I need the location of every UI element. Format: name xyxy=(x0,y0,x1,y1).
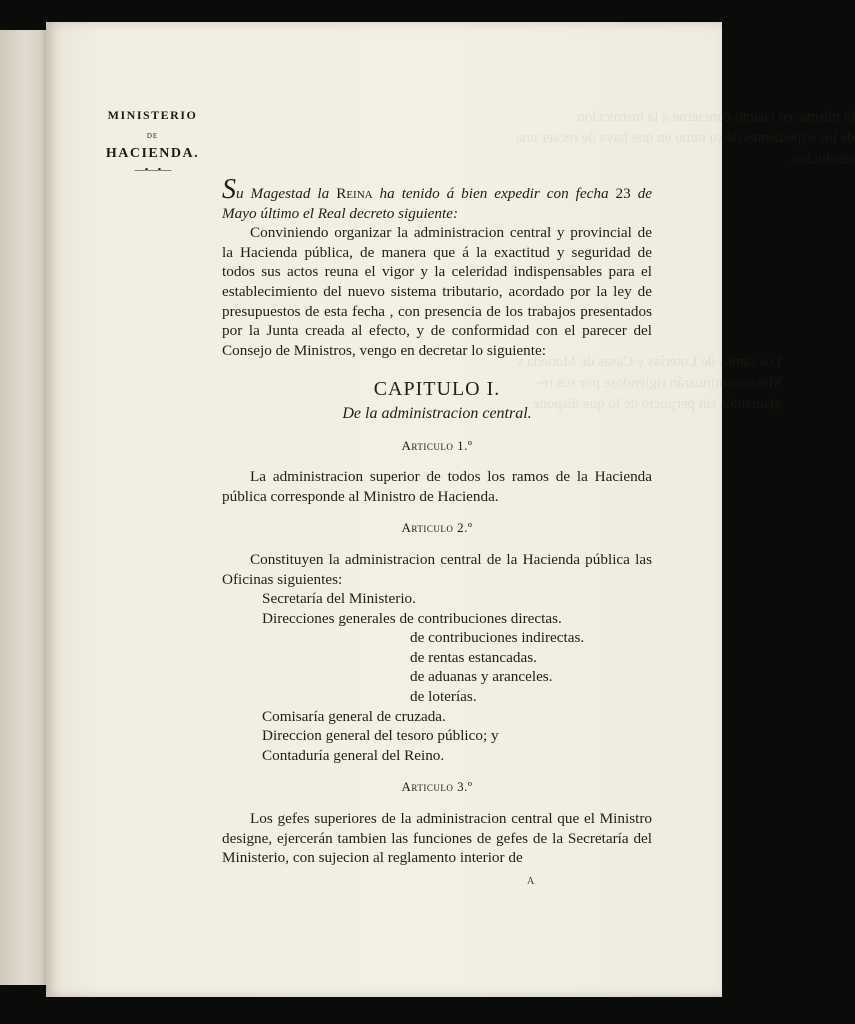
chapter-subtitle: De la administracion central. xyxy=(342,404,532,422)
list-item: Contaduría general del Reino. xyxy=(262,746,445,764)
article1-heading: Articulo 1.º xyxy=(401,437,473,453)
ministry-line1: MINISTERIO xyxy=(107,108,198,122)
article3-heading: Articulo 3.º xyxy=(401,779,473,795)
signature-mark: A xyxy=(527,876,535,887)
intro-part3: de Mayo último el Real decreto siguiente: xyxy=(222,185,653,222)
ornament: —•—•— xyxy=(134,164,171,176)
intro-date-number: 23 xyxy=(608,185,631,202)
offices-list xyxy=(222,589,652,765)
ministry-line3: HACIENDA. xyxy=(105,146,200,161)
article3-text: Los gefes superiores de la administracion central que el Ministro designe, ejercerán tambien las funciones de gefes de la Secretaría del Ministerio, con sujecion al reglamento interior de xyxy=(222,810,652,867)
list-item: Comisaría general de cruzada. xyxy=(262,707,446,725)
article1-text: La administracion superior de todos los ramos de la Hacienda pública corresponde al Ministro de Hacienda. xyxy=(222,468,652,505)
document-body xyxy=(222,174,653,868)
bleed-through-text: Los ramos de Loterías y Casas de Moneda y Minas continuarán rigiéndose por sus re- glamentos sin perjuicio de lo que dispone xyxy=(516,354,782,412)
bleed-through-text: la misma, en cuanto concierne á la instruccion de los expedientes de su ramo en que haya de recaer una resolucion. xyxy=(516,109,855,167)
intro-part2: ha tenido á bien expedir con fecha xyxy=(372,185,609,202)
list-item: Secretaría del Ministerio. xyxy=(262,590,416,608)
list-item: Direccion general del tesoro público; y xyxy=(262,727,499,745)
list-item: de rentas estancadas. xyxy=(410,648,537,666)
decree-paragraph: Conviniendo organizar la administracion central y provincial de la Hacienda pública, de manera que á la exactitud y seguridad de todos sus actos reuna el vigor y la celeridad indispensables para el establecimiento del nuevo sistema tributario, acordado por la ley de presupuestos de esta fecha , con presencia de los trabajos presentados por la Junta creada al efecto, y de conformidad con el parecer del Consejo de Ministros, vengo en decretar lo siguiente: xyxy=(222,224,652,359)
intro-part1: u Magestad la xyxy=(236,185,337,202)
ministry-line2: DE xyxy=(146,132,159,140)
list-item: de aduanas y aranceles. xyxy=(410,668,553,686)
article2-text: Constituyen la administracion central de la Hacienda pública las Oficinas siguientes: xyxy=(222,550,652,588)
intro-reina: Reina xyxy=(336,185,373,202)
list-item: de loterías. xyxy=(410,688,477,706)
list-item: Direcciones generales de contribuciones directas. xyxy=(262,609,562,627)
intro-paragraph xyxy=(222,174,653,223)
drop-cap: S xyxy=(222,174,236,205)
facing-page-edge xyxy=(0,30,49,985)
ministry-header xyxy=(100,108,205,175)
article2-heading: Articulo 2.º xyxy=(401,520,473,536)
chapter-title: CAPITULO I. xyxy=(373,378,501,401)
list-item: de contribuciones indirectas. xyxy=(410,629,585,647)
